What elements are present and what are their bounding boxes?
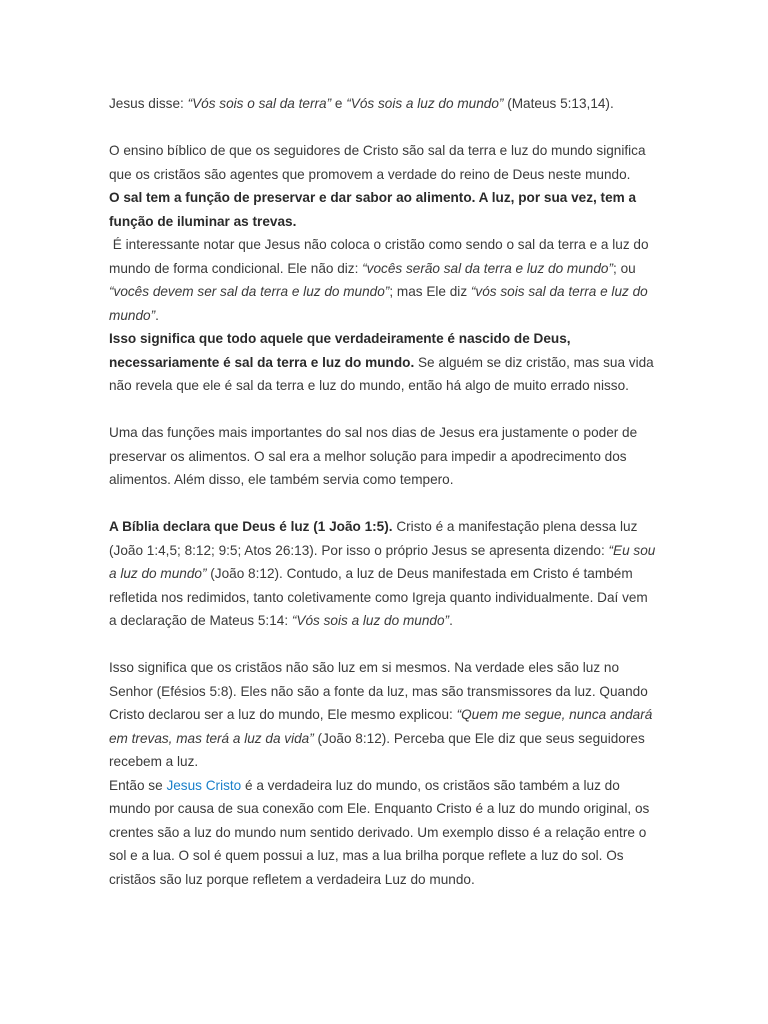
text-run: . [449, 613, 453, 628]
text-run: É interessante notar que Jesus não coloca o cristão como sendo o sal da terra e a luz do mundo de forma condicional. Ele não diz: [109, 237, 649, 276]
quote-italic: “vocês serão sal da terra e luz do mundo” [362, 260, 614, 276]
jesus-cristo-link[interactable]: Jesus Cristo [166, 777, 242, 793]
paragraph-spacer [109, 116, 657, 140]
quote-italic: “Eu sou a luz do mundo” [109, 542, 656, 581]
text-run: Cristo é a manifestação plena dessa luz (João 1:4,5; 8:12; 9:5; Atos 26:13). Por isso o próprio Jesus se apresenta dizendo: [109, 519, 638, 558]
text-run: ; ou [613, 260, 636, 276]
quote-italic: “Vós sois a luz do mundo” [291, 613, 450, 628]
paragraph-sol-e-lua [109, 774, 657, 892]
bold-statement: A Bíblia declara que Deus é luz (1 João 1:5). [109, 519, 393, 534]
paragraph-spacer [109, 633, 657, 657]
paragraph-spacer [109, 398, 657, 422]
text-run: (João 8:12). Perceba que Ele diz que seus seguidores recebem a luz. [109, 730, 645, 769]
quote-italic: “vós sois sal da terra e luz do mundo” [109, 284, 648, 323]
text-run: e [331, 96, 347, 111]
paragraph-luz-no-senhor [109, 656, 657, 774]
quote-italic: “Vós sois o sal da terra” [187, 96, 332, 111]
paragraph-ensino: O ensino bíblico de que os seguidores de Cristo são sal da terra e luz do mundo significa que os cristãos são agentes que promovem a verdade do reino de Deus neste mundo. [109, 143, 646, 182]
paragraph-sal-luz-bold: O sal tem a função de preservar e dar sabor ao alimento. A luz, por sua vez, tem a função de iluminar as trevas. [109, 190, 637, 229]
paragraph-funcoes-sal: Uma das funções mais importantes do sal nos dias de Jesus era justamente o poder de preservar os alimentos. O sal era a melhor solução para impedir a apodrecimento dos alimentos. Além disso, ele também servia como tempero. [109, 425, 638, 487]
quote-italic: “Vós sois a luz do mundo” [346, 96, 504, 111]
paragraph-nascido-de-deus [109, 327, 657, 398]
paragraph-condicional [109, 233, 657, 327]
document-body [109, 92, 657, 891]
reference-text: (Mateus 5:13,14). [503, 96, 614, 111]
text-run: . [155, 307, 159, 323]
text-run: Jesus disse: [109, 96, 188, 111]
text-run: (João 8:12). Contudo, a luz de Deus manifestada em Cristo é também refletida nos redimidos, tanto coletivamente como Igreja quanto individualmente. Daí vem a declaração de Mateus 5:14: [109, 566, 648, 628]
quote-italic: “vocês devem ser sal da terra e luz do mundo” [109, 284, 390, 299]
paragraph-quote [109, 92, 657, 116]
quote-italic: “Quem me segue, nunca andará em trevas, mas terá a luz da vida” [109, 707, 653, 746]
paragraph-spacer [109, 492, 657, 516]
text-run: Se alguém se diz cristão, mas sua vida não revela que ele é sal da terra e luz do mundo, então há algo de muito errado nisso. [109, 354, 654, 393]
text-run: Isso significa que os cristãos não são luz em si mesmos. Na verdade eles são luz no Senhor (Efésios 5:8). Eles não são a fonte da luz, mas são transmissores da luz. Quando Cristo declarou ser a luz do mundo, Ele mesmo explicou: [109, 660, 648, 722]
text-run: é a verdadeira luz do mundo, os cristãos são também a luz do mundo por causa de sua conexão com Ele. Enquanto Cristo é a luz do mundo original, os crentes são a luz do mundo num sentido derivado. Um exemplo disso é a relação entre o sol e a lua. O sol é quem possui a luz, mas a lua brilha porque reflete a luz do sol. Os cristãos são luz porque refletem a verdadeira Luz do mundo. [109, 777, 650, 887]
bold-statement: Isso significa que todo aquele que verdadeiramente é nascido de Deus, necessariamente é sal da terra e luz do mundo. [109, 331, 571, 370]
text-run: Então se [109, 777, 167, 793]
paragraph-deus-e-luz [109, 515, 657, 633]
text-run: ; mas Ele diz [389, 284, 471, 299]
